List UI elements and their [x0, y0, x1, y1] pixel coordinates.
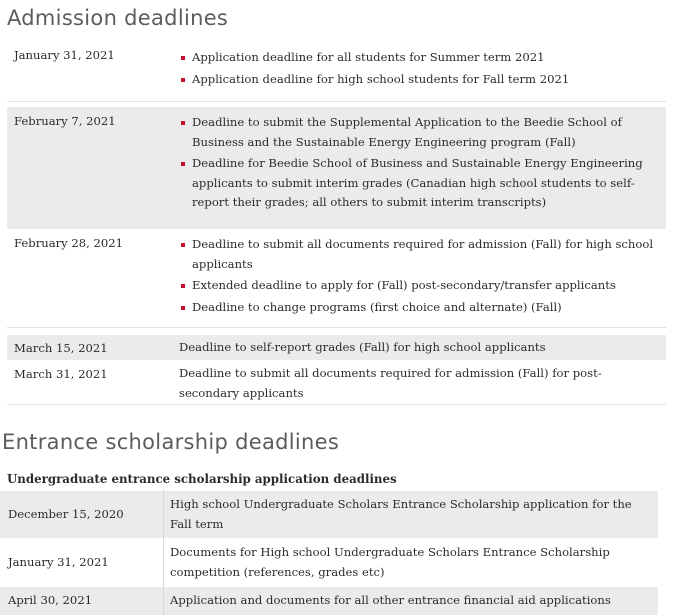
deadline-row: [7, 335, 666, 360]
bullet-icon: [181, 78, 185, 82]
bullet-icon: [181, 284, 185, 288]
list-item: Application deadline for all students for Summer term 2021: [176, 48, 658, 68]
deadline-date: March 15, 2021: [14, 341, 108, 355]
deadline-date: January 31, 2021: [14, 48, 115, 62]
table-row: [0, 539, 658, 587]
deadline-list: [176, 235, 658, 319]
deadline-text: Deadline to self-report grades (Fall) for high school applicants: [179, 340, 546, 354]
scholarship-text: High school Undergraduate Scholars Entrance Scholarship application for the Fall term: [164, 491, 659, 539]
scholarship-date: April 30, 2021: [0, 587, 164, 615]
scholarship-date: January 31, 2021: [0, 539, 164, 587]
table-row: [0, 587, 658, 615]
list-item: Deadline to submit all documents required for admission (Fall) for high school applicants: [176, 235, 658, 274]
table-row: [0, 491, 658, 539]
deadline-row: [7, 362, 666, 405]
deadline-row: [7, 232, 666, 328]
scholarship-table-caption: Undergraduate entrance scholarship application deadlines: [7, 472, 397, 486]
deadline-list: [176, 113, 658, 215]
deadline-row: [7, 40, 666, 102]
list-item: Application deadline for high school students for Fall term 2021: [176, 70, 658, 90]
scholarship-table: [0, 490, 658, 615]
list-item: Extended deadline to apply for (Fall) post-secondary/transfer applicants: [176, 276, 658, 296]
bullet-icon: [181, 121, 185, 125]
deadline-row: [7, 107, 666, 229]
scholarship-date: December 15, 2020: [0, 491, 164, 539]
deadline-text: Deadline to submit all documents required for admission (Fall) for post-secondary applicants: [179, 366, 602, 400]
deadline-date: February 7, 2021: [14, 114, 116, 128]
scholarship-text: Application and documents for all other entrance financial aid applications: [164, 587, 659, 615]
list-item: Deadline to change programs (first choice and alternate) (Fall): [176, 298, 658, 318]
deadline-date: March 31, 2021: [14, 367, 108, 381]
bullet-icon: [181, 306, 185, 310]
admission-deadlines-heading: Admission deadlines: [7, 6, 229, 30]
scholarship-text: Documents for High school Undergraduate Scholars Entrance Scholarship competition (references, grades etc): [164, 539, 659, 587]
list-item: Deadline for Beedie School of Business and Sustainable Energy Engineering applicants to submit interim grades (Canadian high school students to self-report their grades; all others to submit interim transcripts): [176, 154, 658, 213]
bullet-icon: [181, 56, 185, 60]
scholarship-deadlines-heading: Entrance scholarship deadlines: [2, 430, 340, 454]
bullet-icon: [181, 162, 185, 166]
deadline-list: [176, 48, 658, 91]
deadline-date: February 28, 2021: [14, 236, 124, 250]
bullet-icon: [181, 243, 185, 247]
list-item: Deadline to submit the Supplemental Application to the Beedie School of Business and the Sustainable Energy Engineering program (Fall): [176, 113, 658, 152]
